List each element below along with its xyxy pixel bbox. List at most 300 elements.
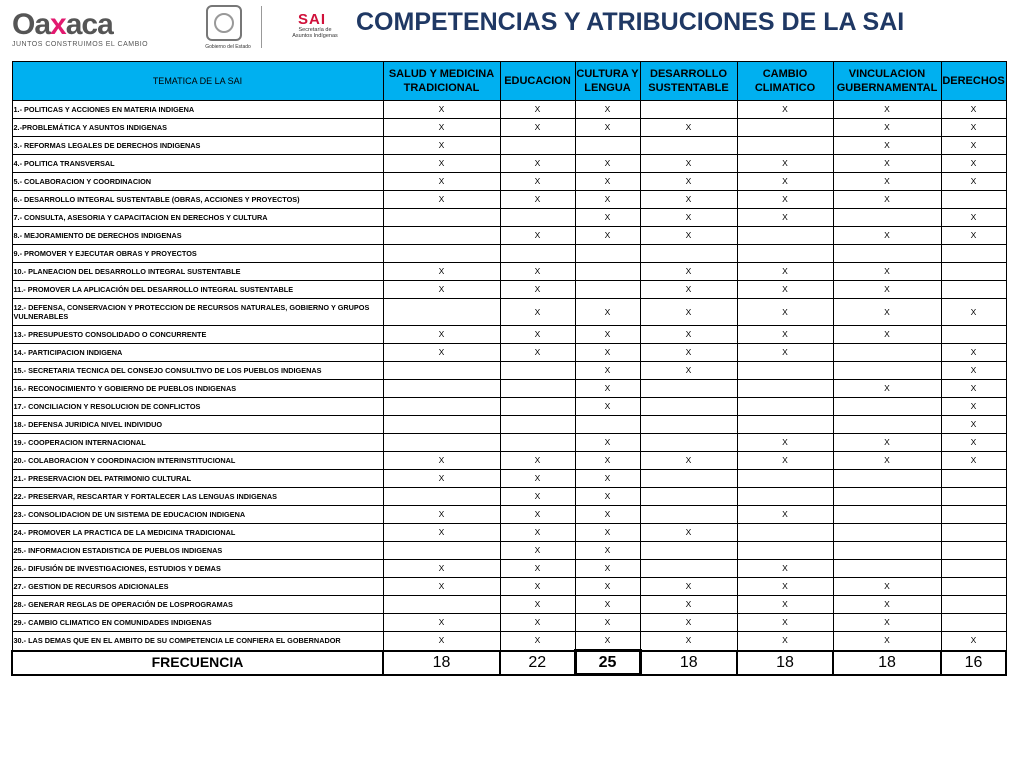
frequency-value: 25 bbox=[575, 651, 640, 675]
mark-cell: X bbox=[575, 173, 640, 191]
table-row bbox=[12, 281, 1006, 299]
mark-cell bbox=[500, 434, 575, 452]
mark-cell bbox=[640, 137, 737, 155]
mark-cell: X bbox=[575, 596, 640, 614]
mark-cell bbox=[640, 560, 737, 578]
mark-cell: X bbox=[383, 524, 500, 542]
mark-cell bbox=[640, 488, 737, 506]
tema-cell: 1.- POLITICAS Y ACCIONES EN MATERIA INDIGENA bbox=[12, 101, 383, 119]
mark-cell bbox=[500, 398, 575, 416]
mark-cell: X bbox=[941, 101, 1006, 119]
mark-cell bbox=[640, 434, 737, 452]
mark-cell bbox=[640, 245, 737, 263]
mark-cell: X bbox=[500, 506, 575, 524]
tema-cell: 16.- RECONOCIMIENTO Y GOBIERNO DE PUEBLOS INDIGENAS bbox=[12, 380, 383, 398]
table-row bbox=[12, 506, 1006, 524]
table-row bbox=[12, 434, 1006, 452]
mark-cell: X bbox=[575, 119, 640, 137]
mark-cell bbox=[941, 263, 1006, 281]
mark-cell: X bbox=[941, 209, 1006, 227]
tema-cell: 10.- PLANEACION DEL DESARROLLO INTEGRAL SUSTENTABLE bbox=[12, 263, 383, 281]
frequency-value: 22 bbox=[500, 651, 575, 675]
mark-cell: X bbox=[737, 191, 833, 209]
frequency-value: 16 bbox=[941, 651, 1006, 675]
mark-cell: X bbox=[640, 524, 737, 542]
mark-cell: X bbox=[640, 632, 737, 651]
frequency-value: 18 bbox=[833, 651, 941, 675]
mark-cell bbox=[383, 362, 500, 380]
mark-cell: X bbox=[640, 281, 737, 299]
mark-cell bbox=[383, 209, 500, 227]
table-row bbox=[12, 245, 1006, 263]
mark-cell bbox=[575, 263, 640, 281]
column-header: DERECHOS bbox=[941, 62, 1006, 101]
mark-cell: X bbox=[500, 524, 575, 542]
mark-cell: X bbox=[833, 434, 941, 452]
table-row bbox=[12, 191, 1006, 209]
mark-cell: X bbox=[383, 344, 500, 362]
table-row bbox=[12, 137, 1006, 155]
mark-cell: X bbox=[575, 488, 640, 506]
tema-cell: 25.- INFORMACION ESTADISTICA DE PUEBLOS INDIGENAS bbox=[12, 542, 383, 560]
column-header: CAMBIO CLIMATICO bbox=[737, 62, 833, 101]
tema-cell: 30.- LAS DEMAS QUE EN EL AMBITO DE SU COMPETENCIA LE CONFIERA EL GOBERNADOR bbox=[12, 632, 383, 651]
mark-cell bbox=[833, 542, 941, 560]
mark-cell bbox=[575, 281, 640, 299]
mark-cell: X bbox=[500, 119, 575, 137]
mark-cell bbox=[640, 101, 737, 119]
mark-cell bbox=[575, 416, 640, 434]
mark-cell bbox=[941, 506, 1006, 524]
mark-cell: X bbox=[737, 632, 833, 651]
frequency-value: 18 bbox=[737, 651, 833, 675]
mark-cell bbox=[737, 245, 833, 263]
mark-cell bbox=[640, 398, 737, 416]
tema-cell: 29.- CAMBIO CLIMATICO EN COMUNIDADES INDIGENAS bbox=[12, 614, 383, 632]
mark-cell: X bbox=[833, 578, 941, 596]
mark-cell: X bbox=[575, 560, 640, 578]
mark-cell: X bbox=[383, 470, 500, 488]
mark-cell: X bbox=[640, 344, 737, 362]
mark-cell bbox=[941, 560, 1006, 578]
mark-cell bbox=[383, 488, 500, 506]
mark-cell bbox=[833, 398, 941, 416]
tema-cell: 9.- PROMOVER Y EJECUTAR OBRAS Y PROYECTOS bbox=[12, 245, 383, 263]
mark-cell bbox=[941, 524, 1006, 542]
gobierno-caption: Gobierno del Estado bbox=[205, 44, 251, 50]
mark-cell: X bbox=[833, 137, 941, 155]
mark-cell: X bbox=[500, 614, 575, 632]
mark-cell bbox=[833, 488, 941, 506]
mark-cell bbox=[737, 227, 833, 245]
tema-cell: 22.- PRESERVAR, RESCARTAR Y FORTALECER LAS LENGUAS INDIGENAS bbox=[12, 488, 383, 506]
mark-cell: X bbox=[737, 596, 833, 614]
mark-cell bbox=[500, 245, 575, 263]
mark-cell: X bbox=[833, 155, 941, 173]
mark-cell bbox=[833, 470, 941, 488]
table-row bbox=[12, 119, 1006, 137]
table-row bbox=[12, 632, 1006, 651]
mark-cell: X bbox=[575, 542, 640, 560]
mark-cell: X bbox=[833, 596, 941, 614]
table-row bbox=[12, 614, 1006, 632]
table-row bbox=[12, 344, 1006, 362]
mark-cell: X bbox=[383, 263, 500, 281]
mark-cell: X bbox=[833, 380, 941, 398]
mark-cell: X bbox=[640, 227, 737, 245]
tema-cell: 8.- MEJORAMIENTO DE DERECHOS INDIGENAS bbox=[12, 227, 383, 245]
mark-cell bbox=[941, 578, 1006, 596]
table-row bbox=[12, 488, 1006, 506]
tema-cell: 12.- DEFENSA, CONSERVACION Y PROTECCION DE RECURSOS NATURALES, GOBIERNO Y GRUPOS VULNERABLES bbox=[12, 299, 383, 326]
mark-cell bbox=[941, 542, 1006, 560]
mark-cell: X bbox=[500, 299, 575, 326]
mark-cell: X bbox=[640, 362, 737, 380]
tema-cell: 5.- COLABORACION Y COORDINACION bbox=[12, 173, 383, 191]
tema-cell: 17.- CONCILIACION Y RESOLUCION DE CONFLICTOS bbox=[12, 398, 383, 416]
mark-cell bbox=[941, 596, 1006, 614]
mark-cell: X bbox=[575, 191, 640, 209]
mark-cell: X bbox=[640, 119, 737, 137]
table-row bbox=[12, 542, 1006, 560]
mark-cell: X bbox=[737, 434, 833, 452]
tema-cell: 13.- PRESUPUESTO CONSOLIDADO O CONCURRENTE bbox=[12, 326, 383, 344]
tema-cell: 24.- PROMOVER LA PRACTICA DE LA MEDICINA TRADICIONAL bbox=[12, 524, 383, 542]
tema-cell: 2.-PROBLEMÁTICA Y ASUNTOS INDIGENAS bbox=[12, 119, 383, 137]
mark-cell: X bbox=[737, 452, 833, 470]
mark-cell: X bbox=[640, 191, 737, 209]
mark-cell: X bbox=[575, 209, 640, 227]
mark-cell bbox=[833, 506, 941, 524]
mark-cell: X bbox=[500, 326, 575, 344]
mark-cell: X bbox=[737, 344, 833, 362]
mark-cell: X bbox=[941, 344, 1006, 362]
mark-cell: X bbox=[500, 227, 575, 245]
mark-cell bbox=[383, 227, 500, 245]
mark-cell bbox=[575, 137, 640, 155]
tema-cell: 20.- COLABORACION Y COORDINACION INTERINSTITUCIONAL bbox=[12, 452, 383, 470]
sai-subtitle: Secretaría de Asuntos Indígenas bbox=[292, 27, 338, 39]
mark-cell: X bbox=[941, 416, 1006, 434]
mark-cell: X bbox=[941, 155, 1006, 173]
mark-cell: X bbox=[383, 560, 500, 578]
mark-cell: X bbox=[737, 506, 833, 524]
mark-cell: X bbox=[737, 173, 833, 191]
mark-cell: X bbox=[737, 299, 833, 326]
table-row bbox=[12, 101, 1006, 119]
mark-cell bbox=[833, 560, 941, 578]
mark-cell: X bbox=[575, 506, 640, 524]
mark-cell: X bbox=[737, 578, 833, 596]
mark-cell: X bbox=[833, 191, 941, 209]
mark-cell: X bbox=[500, 560, 575, 578]
mark-cell: X bbox=[941, 173, 1006, 191]
mark-cell: X bbox=[640, 326, 737, 344]
column-header: EDUCACION bbox=[500, 62, 575, 101]
mark-cell bbox=[737, 524, 833, 542]
mark-cell bbox=[737, 542, 833, 560]
mark-cell: X bbox=[737, 101, 833, 119]
tema-cell: 28.- GENERAR REGLAS DE OPERACIÓN DE LOSPROGRAMAS bbox=[12, 596, 383, 614]
mark-cell: X bbox=[500, 578, 575, 596]
mark-cell: X bbox=[737, 614, 833, 632]
mark-cell bbox=[737, 470, 833, 488]
mark-cell: X bbox=[575, 578, 640, 596]
mark-cell bbox=[383, 416, 500, 434]
mark-cell: X bbox=[833, 101, 941, 119]
mark-cell: X bbox=[383, 101, 500, 119]
mark-cell: X bbox=[383, 632, 500, 651]
mark-cell: X bbox=[575, 155, 640, 173]
mark-cell bbox=[383, 398, 500, 416]
mark-cell: X bbox=[500, 452, 575, 470]
mark-cell bbox=[737, 119, 833, 137]
frequency-row bbox=[12, 651, 1006, 675]
mark-cell: X bbox=[500, 155, 575, 173]
table-row bbox=[12, 560, 1006, 578]
oaxaca-logo bbox=[12, 10, 192, 50]
mark-cell: X bbox=[575, 326, 640, 344]
mark-cell: X bbox=[941, 452, 1006, 470]
table-header-row bbox=[12, 62, 1006, 101]
mark-cell: X bbox=[575, 524, 640, 542]
mark-cell: X bbox=[941, 398, 1006, 416]
mark-cell: X bbox=[941, 362, 1006, 380]
tema-cell: 3.- REFORMAS LEGALES DE DERECHOS INDIGENAS bbox=[12, 137, 383, 155]
table-row bbox=[12, 326, 1006, 344]
page-header bbox=[0, 0, 1024, 58]
mark-cell bbox=[500, 416, 575, 434]
mark-cell bbox=[941, 326, 1006, 344]
mark-cell: X bbox=[575, 101, 640, 119]
mark-cell: X bbox=[833, 614, 941, 632]
table-row bbox=[12, 209, 1006, 227]
tema-cell: 19.- COOPERACION INTERNACIONAL bbox=[12, 434, 383, 452]
column-header: SALUD Y MEDICINA TRADICIONAL bbox=[383, 62, 500, 101]
mark-cell: X bbox=[941, 227, 1006, 245]
mark-cell: X bbox=[737, 326, 833, 344]
tema-cell: 27.- GESTION DE RECURSOS ADICIONALES bbox=[12, 578, 383, 596]
mark-cell bbox=[737, 380, 833, 398]
sai-logo bbox=[288, 12, 342, 39]
mark-cell: X bbox=[833, 326, 941, 344]
mark-cell: X bbox=[737, 281, 833, 299]
mark-cell bbox=[737, 362, 833, 380]
table-row bbox=[12, 470, 1006, 488]
mark-cell: X bbox=[383, 326, 500, 344]
mark-cell: X bbox=[640, 263, 737, 281]
mark-cell bbox=[833, 245, 941, 263]
mark-cell bbox=[383, 596, 500, 614]
table-body bbox=[12, 101, 1006, 675]
mark-cell: X bbox=[833, 632, 941, 651]
tema-cell: 23.- CONSOLIDACION DE UN SISTEMA DE EDUCACION INDIGENA bbox=[12, 506, 383, 524]
tema-cell: 6.- DESARROLLO INTEGRAL SUSTENTABLE (OBRAS, ACCIONES Y PROYECTOS) bbox=[12, 191, 383, 209]
column-header: VINCULACION GUBERNAMENTAL bbox=[833, 62, 941, 101]
mark-cell bbox=[500, 209, 575, 227]
mark-cell bbox=[941, 281, 1006, 299]
mark-cell: X bbox=[941, 119, 1006, 137]
column-header: CULTURA Y LENGUA bbox=[575, 62, 640, 101]
tema-cell: 4.- POLITICA TRANSVERSAL bbox=[12, 155, 383, 173]
mark-cell: X bbox=[575, 362, 640, 380]
mark-cell bbox=[833, 362, 941, 380]
mark-cell: X bbox=[383, 191, 500, 209]
mark-cell: X bbox=[500, 488, 575, 506]
mark-cell bbox=[941, 614, 1006, 632]
oaxaca-slogan: JUNTOS CONSTRUIMOS EL CAMBIO bbox=[12, 41, 149, 48]
table-row bbox=[12, 398, 1006, 416]
oaxaca-logo-text: Oaxaca bbox=[12, 8, 113, 41]
column-header: DESARROLLO SUSTENTABLE bbox=[640, 62, 737, 101]
table-row bbox=[12, 380, 1006, 398]
mark-cell bbox=[941, 470, 1006, 488]
mark-cell bbox=[941, 245, 1006, 263]
mark-cell: X bbox=[833, 227, 941, 245]
mark-cell: X bbox=[575, 344, 640, 362]
mark-cell: X bbox=[383, 506, 500, 524]
mark-cell: X bbox=[640, 452, 737, 470]
table-row bbox=[12, 362, 1006, 380]
mark-cell bbox=[737, 137, 833, 155]
mark-cell: X bbox=[833, 452, 941, 470]
frequency-label: FRECUENCIA bbox=[12, 651, 383, 675]
mark-cell: X bbox=[737, 155, 833, 173]
mark-cell: X bbox=[737, 560, 833, 578]
tema-cell: 21.- PRESERVACION DEL PATRIMONIO CULTURAL bbox=[12, 470, 383, 488]
tema-cell: 7.- CONSULTA, ASESORIA Y CAPACITACION EN DERECHOS Y CULTURA bbox=[12, 209, 383, 227]
mark-cell: X bbox=[575, 470, 640, 488]
mark-cell: X bbox=[500, 101, 575, 119]
mark-cell: X bbox=[833, 173, 941, 191]
mark-cell: X bbox=[500, 542, 575, 560]
mark-cell: X bbox=[575, 299, 640, 326]
mark-cell: X bbox=[640, 155, 737, 173]
mark-cell: X bbox=[640, 614, 737, 632]
mark-cell bbox=[941, 488, 1006, 506]
mark-cell: X bbox=[500, 191, 575, 209]
mark-cell: X bbox=[941, 380, 1006, 398]
mark-cell: X bbox=[575, 614, 640, 632]
mark-cell: X bbox=[500, 281, 575, 299]
mark-cell: X bbox=[640, 173, 737, 191]
mark-cell: X bbox=[500, 263, 575, 281]
tema-cell: 26.- DIFUSIÓN DE INVESTIGACIONES, ESTUDIOS Y DEMAS bbox=[12, 560, 383, 578]
mark-cell: X bbox=[383, 614, 500, 632]
mark-cell bbox=[500, 380, 575, 398]
mark-cell: X bbox=[833, 119, 941, 137]
table-row bbox=[12, 227, 1006, 245]
mark-cell bbox=[500, 362, 575, 380]
table-row bbox=[12, 452, 1006, 470]
mark-cell: X bbox=[941, 137, 1006, 155]
mark-cell bbox=[383, 434, 500, 452]
tema-cell: 18.- DEFENSA JURIDICA NIVEL INDIVIDUO bbox=[12, 416, 383, 434]
mark-cell: X bbox=[575, 452, 640, 470]
table-row bbox=[12, 173, 1006, 191]
page-title: COMPETENCIAS Y ATRIBUCIONES DE LA SAI bbox=[356, 8, 905, 36]
mark-cell: X bbox=[500, 596, 575, 614]
mark-cell bbox=[640, 542, 737, 560]
mark-cell: X bbox=[575, 398, 640, 416]
mark-cell bbox=[500, 137, 575, 155]
mark-cell bbox=[737, 488, 833, 506]
mark-cell: X bbox=[640, 578, 737, 596]
mark-cell bbox=[575, 245, 640, 263]
table-row bbox=[12, 416, 1006, 434]
tema-cell: 14.- PARTICIPACION INDIGENA bbox=[12, 344, 383, 362]
mark-cell: X bbox=[500, 470, 575, 488]
sai-logo-text: SAI bbox=[298, 11, 327, 28]
column-header: TEMATICA DE LA SAI bbox=[12, 62, 383, 101]
mark-cell bbox=[640, 380, 737, 398]
mark-cell: X bbox=[383, 155, 500, 173]
mark-cell: X bbox=[833, 263, 941, 281]
header-divider bbox=[261, 6, 262, 48]
mark-cell: X bbox=[737, 209, 833, 227]
mark-cell bbox=[640, 506, 737, 524]
mark-cell bbox=[941, 191, 1006, 209]
mark-cell: X bbox=[500, 632, 575, 651]
mark-cell: X bbox=[941, 299, 1006, 326]
mark-cell: X bbox=[500, 344, 575, 362]
mark-cell bbox=[640, 470, 737, 488]
mark-cell: X bbox=[833, 299, 941, 326]
mark-cell bbox=[383, 299, 500, 326]
table-row bbox=[12, 578, 1006, 596]
mark-cell: X bbox=[383, 281, 500, 299]
frequency-value: 18 bbox=[383, 651, 500, 675]
mark-cell bbox=[833, 416, 941, 434]
tema-cell: 15.- SECRETARIA TECNICA DEL CONSEJO CONSULTIVO DE LOS PUEBLOS INDIGENAS bbox=[12, 362, 383, 380]
competencias-table bbox=[11, 61, 1007, 676]
mark-cell bbox=[737, 398, 833, 416]
mark-cell: X bbox=[640, 209, 737, 227]
mark-cell: X bbox=[383, 119, 500, 137]
mark-cell: X bbox=[833, 281, 941, 299]
mark-cell: X bbox=[383, 137, 500, 155]
mark-cell bbox=[383, 542, 500, 560]
mark-cell bbox=[833, 344, 941, 362]
mark-cell: X bbox=[383, 452, 500, 470]
mark-cell bbox=[737, 416, 833, 434]
state-seal-icon bbox=[206, 5, 242, 41]
table-row bbox=[12, 299, 1006, 326]
mark-cell: X bbox=[575, 380, 640, 398]
mark-cell: X bbox=[383, 173, 500, 191]
mark-cell bbox=[640, 416, 737, 434]
tema-cell: 11.- PROMOVER LA APLICACIÓN DEL DESARROLLO INTEGRAL SUSTENTABLE bbox=[12, 281, 383, 299]
mark-cell: X bbox=[640, 299, 737, 326]
mark-cell bbox=[833, 524, 941, 542]
mark-cell: X bbox=[941, 632, 1006, 651]
mark-cell: X bbox=[640, 596, 737, 614]
mark-cell: X bbox=[737, 263, 833, 281]
mark-cell bbox=[833, 209, 941, 227]
mark-cell: X bbox=[941, 434, 1006, 452]
table-row bbox=[12, 155, 1006, 173]
mark-cell: X bbox=[575, 632, 640, 651]
mark-cell bbox=[383, 245, 500, 263]
mark-cell: X bbox=[575, 434, 640, 452]
mark-cell: X bbox=[575, 227, 640, 245]
table-row bbox=[12, 263, 1006, 281]
table-row bbox=[12, 524, 1006, 542]
mark-cell: X bbox=[383, 578, 500, 596]
frequency-value: 18 bbox=[640, 651, 737, 675]
mark-cell bbox=[383, 380, 500, 398]
table-row bbox=[12, 596, 1006, 614]
